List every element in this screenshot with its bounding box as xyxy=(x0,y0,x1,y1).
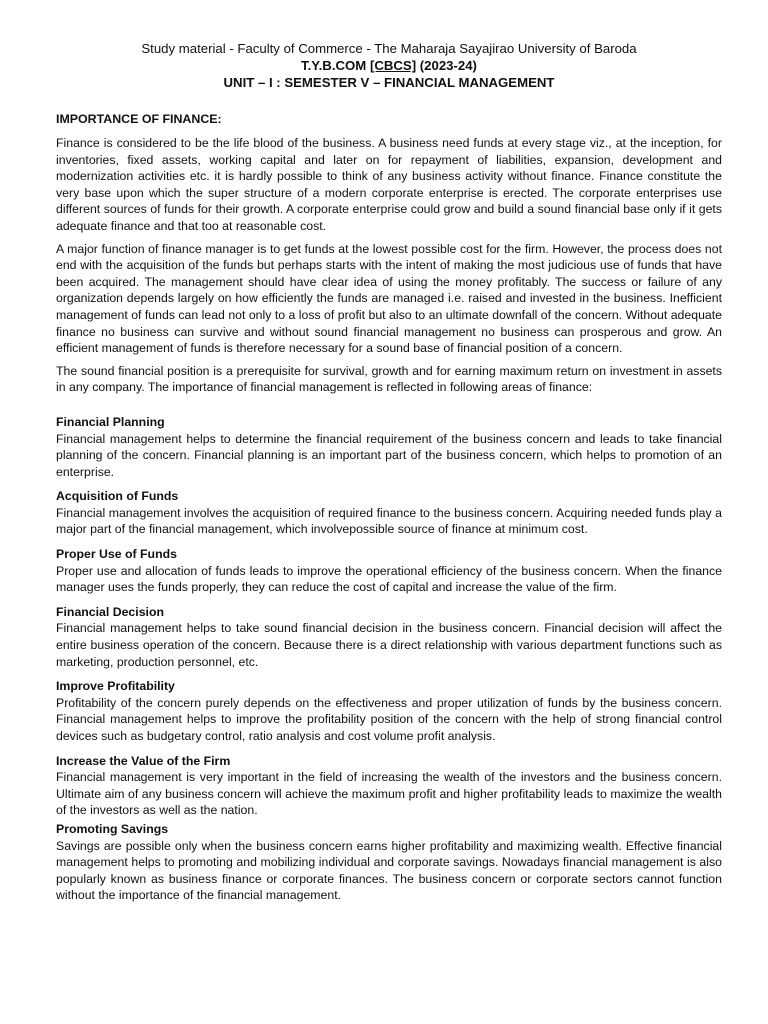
area-improve-profitability xyxy=(56,678,722,744)
area-text: Financial management helps to take sound financial decision in the business concern. Financial decision will affect the entire business operation of the concern. Because there is a direct relationship with various department functions such as marketing, production personnel, etc. xyxy=(56,621,722,669)
document-page xyxy=(56,40,722,904)
area-financial-planning xyxy=(56,414,722,480)
area-title: Promoting Savings xyxy=(56,821,169,836)
header-line-2 xyxy=(56,57,722,74)
intro-paragraph: Finance is considered to be the life blood of the business. A business need funds at every stage viz., at the inception, for inventories, fixed assets, working capital and later on for repayment of liabilities, expansion, development and modernization activities etc. it is hardly possible to think of any business activity without finance. Finance constitute the very base upon which the super structure of a modern corporate enterprise is erected. The corporate enterprises use different sources of funds for their growth. A corporate enterprise could grow and build a sound financial base only if it gets adequate finance and that too at reasonable cost. xyxy=(56,136,722,233)
area-acquisition-of-funds xyxy=(56,488,722,538)
area-text: Profitability of the concern purely depends on the effectiveness and proper utilization of funds by the business concern. Financial management helps to improve the profitability position of the concern with the help of strong financial control devices such as budgetary control, ratio analysis and cost volume profit analysis. xyxy=(56,695,722,743)
area-proper-use-of-funds xyxy=(56,546,722,596)
area-text: Financial management involves the acquisition of required finance to the business concern. Acquiring needed funds play a major part of the financial management, which involvepossible source of finance at minimum cost. xyxy=(56,505,722,537)
area-title: Proper Use of Funds xyxy=(56,547,177,562)
area-title: Financial Planning xyxy=(56,414,165,429)
area-promoting-savings xyxy=(56,821,722,904)
academic-year: (2023-24) xyxy=(419,58,477,73)
area-title: Increase the Value of the Firm xyxy=(56,753,231,768)
area-title: Financial Decision xyxy=(56,604,164,619)
course-name: T.Y.B.COM xyxy=(301,58,367,73)
area-text: Financial management helps to determine the financial requirement of the business concern and leads to take financial planning of the concern. Financial planning is an important part of the business concern, which helps to promotion of an enterprise. xyxy=(56,431,722,479)
header-line-1: Study material - Faculty of Commerce - The Maharaja Sayajirao University of Baroda xyxy=(141,41,637,56)
intro-paragraphs xyxy=(56,135,722,396)
area-text: Financial management is very important in the field of increasing the wealth of the investors and the business concern. Ultimate aim of any business concern will achieve the maximum profit and higher profitability leads to maximize the wealth of the investors as well as the nation. xyxy=(56,770,722,818)
header-line-3: UNIT – I : SEMESTER V – FINANCIAL MANAGEMENT xyxy=(223,75,555,90)
intro-paragraph: The sound financial position is a prerequisite for survival, growth and for earning maximum return on investment in assets in any company. The importance of financial management is reflected in following areas of finance: xyxy=(56,363,722,395)
area-text: Proper use and allocation of funds leads to improve the operational efficiency of the business concern. When the finance manager uses the funds properly, they can reduce the cost of capital and increase the value of the firm. xyxy=(56,563,722,595)
intro-paragraph: A major function of finance manager is to get funds at the lowest possible cost for the firm. However, the process does not end with the acquisition of the funds but perhaps starts with the intent of making the most judicious use of funds that have been acquired. The management should have clear idea of using the money profitably. The success or failure of any organization depends largely on how efficiently the funds are managed i.e. raised and invested in the business. Inefficient management of funds can lead not only to a loss of profit but also to an ultimate downfall of the concern. Without adequate finance no business can survive and without sound financial management no business can prosperous and grow. An efficient management of funds is therefore necessary for a sound base of financial position of a concern. xyxy=(56,241,722,356)
area-title: Improve Profitability xyxy=(56,679,175,694)
section-title: IMPORTANCE OF FINANCE: xyxy=(56,112,222,126)
document-header xyxy=(56,40,722,91)
area-financial-decision xyxy=(56,604,722,670)
finance-areas xyxy=(56,414,722,904)
area-increase-value-of-firm xyxy=(56,753,722,819)
scheme-label: [CBCS] xyxy=(369,58,417,73)
area-title: Acquisition of Funds xyxy=(56,489,179,504)
area-text: Savings are possible only when the business concern earns higher profitability and maximizing wealth. Effective financial management helps to promoting and mobilizing individual and corporate savings. Nowadays financial management is also popularly known as business finance or corporate finances. The business concern or corporate sectors cannot function without the importance of the financial management. xyxy=(56,838,722,903)
